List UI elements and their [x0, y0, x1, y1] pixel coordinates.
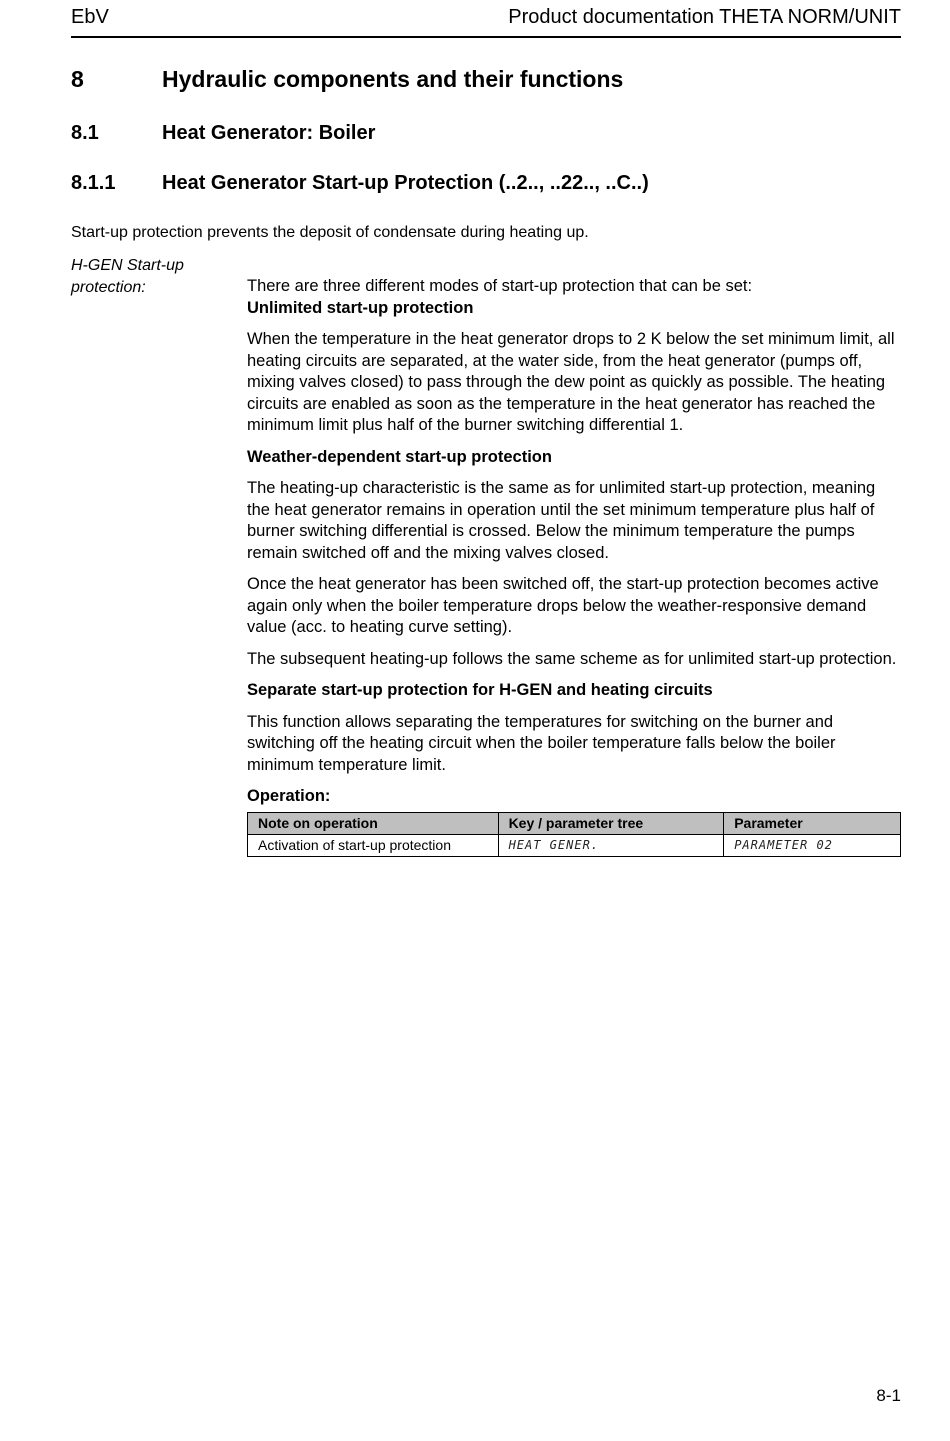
table-header-cell: Note on operation	[248, 812, 499, 834]
subsection-title: Heat Generator Start-up Protection (..2.., ..22.., ..C..)	[162, 172, 649, 194]
subsection-number: 8.1.1	[71, 172, 116, 194]
table-header-cell: Key / parameter tree	[498, 812, 724, 834]
chapter-number: 8	[71, 66, 84, 92]
table-cell-lcd: HEAT GENER.	[498, 834, 724, 856]
header-doc-title: Product documentation THETA NORM/UNIT	[508, 6, 901, 28]
weather-paragraph-2: Once the heat generator has been switched off, the start-up protection becomes active again only when the boiler temperature drops below the weather-responsive demand value (acc. to heating curve setting).	[247, 575, 879, 636]
operation-label: Operation:	[247, 787, 331, 805]
page-header	[71, 4, 901, 38]
operation-table	[247, 812, 901, 857]
header-brand: EbV	[71, 6, 109, 28]
section-title: Heat Generator: Boiler	[162, 122, 376, 144]
unlimited-paragraph: When the temperature in the heat generator drops to 2 K below the set minimum limit, all heating circuits are separated, at the water side, from the heat generator (pumps off, mixing valves closed) to pass through the dew point as quickly as possible. The heating circuits are enabled as soon as the temperature in the heat generator has reached the minimum limit plus half of the burner switching differential 1.	[247, 330, 895, 434]
intro-paragraph: Start-up protection prevents the deposit of condensate during heating up.	[71, 224, 589, 241]
weather-paragraph-1: The heating-up characteristic is the same as for unlimited start-up protection, meaning the heat generator remains in operation until the set minimum temperature plus half of burner switching differential is crossed. Below the minimum temperature the pumps remain switched off and the mixing valves closed.	[247, 479, 876, 562]
table-row	[248, 834, 901, 856]
table-header-row	[248, 812, 901, 834]
weather-subheading: Weather-dependent start-up protection	[247, 447, 552, 466]
page-number: 8-1	[876, 1386, 901, 1405]
unlimited-subheading: Unlimited start-up protection	[247, 298, 474, 317]
separate-subheading: Separate start-up protection for H-GEN and heating circuits	[247, 681, 713, 699]
section-number: 8.1	[71, 122, 99, 144]
table-cell-lcd: PARAMETER 02	[724, 834, 901, 856]
content-body	[247, 276, 901, 857]
separate-paragraph: This function allows separating the temperatures for switching on the burner and switching off the heating circuit when the boiler temperature falls below the boiler minimum temperature limit.	[247, 712, 836, 774]
modes-paragraph: There are three different modes of start-up protection that can be set:	[247, 277, 753, 295]
chapter-title: Hydraulic components and their functions	[162, 66, 624, 92]
table-cell: Activation of start-up protection	[248, 834, 499, 856]
weather-paragraph-3: The subsequent heating-up follows the same scheme as for unlimited start-up protection.	[247, 649, 897, 668]
table-header-cell: Parameter	[724, 812, 901, 834]
side-label: H-GEN Start-up protection:	[71, 257, 184, 296]
